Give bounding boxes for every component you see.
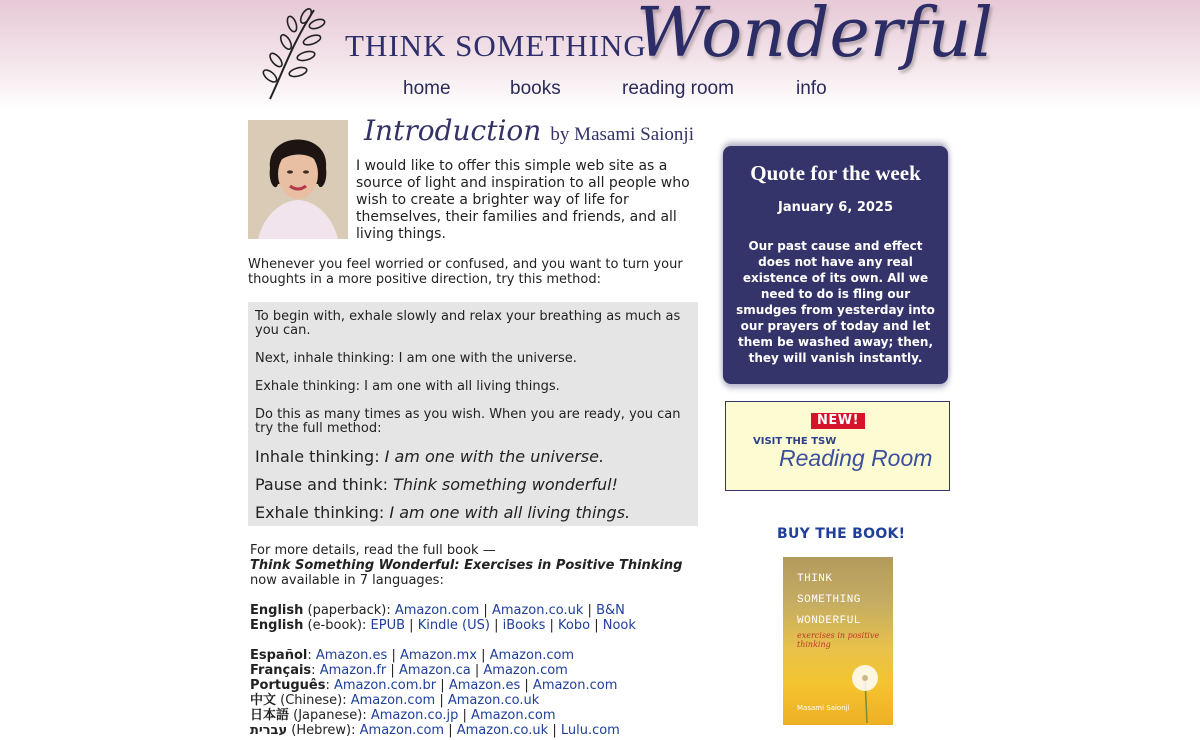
book-details [250,543,710,588]
method-full-pause-phrase: Think something wonderful! [393,475,618,494]
store-link[interactable]: B&N [596,603,625,618]
details-line-1: For more details, read the full book — [250,543,496,558]
nav-reading-room[interactable]: reading room [622,78,734,99]
language-name: Português [250,678,326,693]
method-step-1: To begin with, exhale slowly and relax your breathing as much as you can. [255,309,681,338]
store-link[interactable]: Amazon.es [315,648,388,663]
intro-title: Introduction [364,114,542,147]
language-name: עברית [250,723,288,738]
store-link[interactable]: Kindle (US) [417,618,490,633]
language-name: 中文 [250,693,277,708]
language-edition: : [325,678,334,693]
store-link[interactable]: Amazon.com [350,693,436,708]
language-name: English [250,603,304,618]
store-link[interactable]: Nook [602,618,636,633]
store-link[interactable]: Amazon.fr [319,663,387,678]
store-link[interactable]: Amazon.com [532,678,618,693]
method-box [248,302,698,526]
method-full-exhale [255,504,630,522]
method-full-inhale-lead: Inhale thinking: [255,447,385,466]
store-link[interactable]: Amazon.es [448,678,521,693]
book-cover-author: Masami Saionji [797,704,850,712]
method-full-inhale [255,448,604,466]
book-cover-subtitle: exercises in positive thinking [797,631,880,649]
new-badge: NEW! [811,413,865,429]
author-portrait [248,120,348,239]
language-line [250,663,568,678]
details-line-3: now available in 7 languages: [250,573,444,588]
link-separator: | [458,708,472,723]
language-line [250,648,574,663]
link-separator: | [386,663,399,678]
link-separator: | [479,603,492,618]
quote-title: Quote for the week [750,161,921,185]
book-cover[interactable] [783,557,893,725]
book-cover-title-line: WONDERFUL [797,615,861,627]
intro-paragraph: I would like to offer this simple web site as a source of light and inspiration to all people who wish to create a brighter way of life for themselves, their families and friends, and all living things. [356,158,690,242]
intro-byline: by Masami Saionji [550,124,694,145]
reading-room-banner[interactable] [725,401,950,491]
store-link[interactable]: Amazon.com.br [333,678,437,693]
store-link[interactable]: Amazon.co.uk [447,693,540,708]
link-separator: | [436,678,449,693]
store-link[interactable]: Amazon.com [489,648,575,663]
link-separator: | [590,618,603,633]
buy-book-heading: BUY THE BOOK! [777,526,906,542]
language-edition: : [307,648,316,663]
language-line [250,693,539,708]
language-line [250,618,636,633]
language-edition: (Japanese): [289,708,371,723]
store-link[interactable]: Lulu.com [560,723,620,738]
language-edition: (paperback): [303,603,395,618]
book-cover-title-line: THINK [797,573,833,585]
site-title-think: THINK SOMETHING [345,28,647,63]
link-separator: | [548,723,561,738]
book-cover-title [797,569,887,632]
link-separator: | [545,618,559,633]
store-link[interactable]: Amazon.mx [399,648,477,663]
language-line [250,678,617,693]
link-separator: | [387,648,400,663]
language-line [250,603,625,618]
link-separator: | [405,618,418,633]
details-book-title: Think Something Wonderful: Exercises in Positive Thinking [250,558,683,573]
store-link[interactable]: iBooks [502,618,546,633]
store-link[interactable]: Kobo [558,618,591,633]
method-full-exhale-phrase: I am one with all living things. [389,503,631,522]
link-separator: | [477,648,490,663]
method-step-3: Exhale thinking: I am one with all living things. [255,379,560,394]
link-separator: | [583,603,597,618]
quote-text: Our past cause and effect does not have any real existence of its own. All we need to do is fling our smudges from yesterday into our prayers of today and let them be washed away; then, they will vanish instantly. [736,239,935,365]
site-title-wonderful: Wonderful [636,0,993,73]
dandelion-icon [845,663,885,723]
store-link[interactable]: Amazon.com [394,603,480,618]
language-name: Español [250,648,308,663]
language-line [250,723,620,738]
link-separator: | [435,693,448,708]
method-step-2: Next, inhale thinking: I am one with the universe. [255,351,577,366]
book-cover-title-line: SOMETHING [797,594,861,606]
language-name: English [250,618,304,633]
link-separator: | [489,618,503,633]
intro-heading [364,114,694,147]
method-full-inhale-phrase: I am one with the universe. [384,447,605,466]
language-line [250,708,555,723]
intro-lead: Whenever you feel worried or confused, and you want to turn your thoughts in a more positive direction, try this method: [248,257,683,287]
method-full-exhale-lead: Exhale thinking: [255,503,390,522]
store-link[interactable]: Amazon.co.uk [456,723,549,738]
method-full-pause [255,476,618,494]
reading-room-name: Reading Room [779,445,933,471]
language-edition: (Chinese): [276,693,351,708]
leaf-sprig-icon [262,4,328,102]
quote-date: January 6, 2025 [778,200,893,215]
link-separator: | [520,678,533,693]
store-link[interactable]: Amazon.ca [398,663,471,678]
store-link[interactable]: Amazon.com [471,708,556,723]
quote-panel [723,146,948,384]
language-edition: (e-book): [303,618,371,633]
nav-info[interactable]: info [796,78,827,99]
nav-home[interactable]: home [403,78,451,99]
nav-books[interactable]: books [510,78,561,99]
method-full-pause-lead: Pause and think: [255,475,394,494]
language-edition: : [311,663,320,678]
reading-room-visit: VISIT THE TSW [753,436,837,447]
store-link[interactable]: EPUB [370,618,406,633]
language-name: Français [250,663,312,678]
language-name: 日本語 [250,708,290,723]
store-link[interactable]: Amazon.com [483,663,568,678]
store-link[interactable]: Amazon.co.jp [370,708,459,723]
language-edition: (Hebrew): [287,723,360,738]
method-step-4: Do this as many times as you wish. When you are ready, you can try the full method: [255,407,681,436]
store-link[interactable]: Amazon.co.uk [491,603,584,618]
store-link[interactable]: Amazon.com [359,723,445,738]
link-separator: | [470,663,484,678]
link-separator: | [444,723,457,738]
